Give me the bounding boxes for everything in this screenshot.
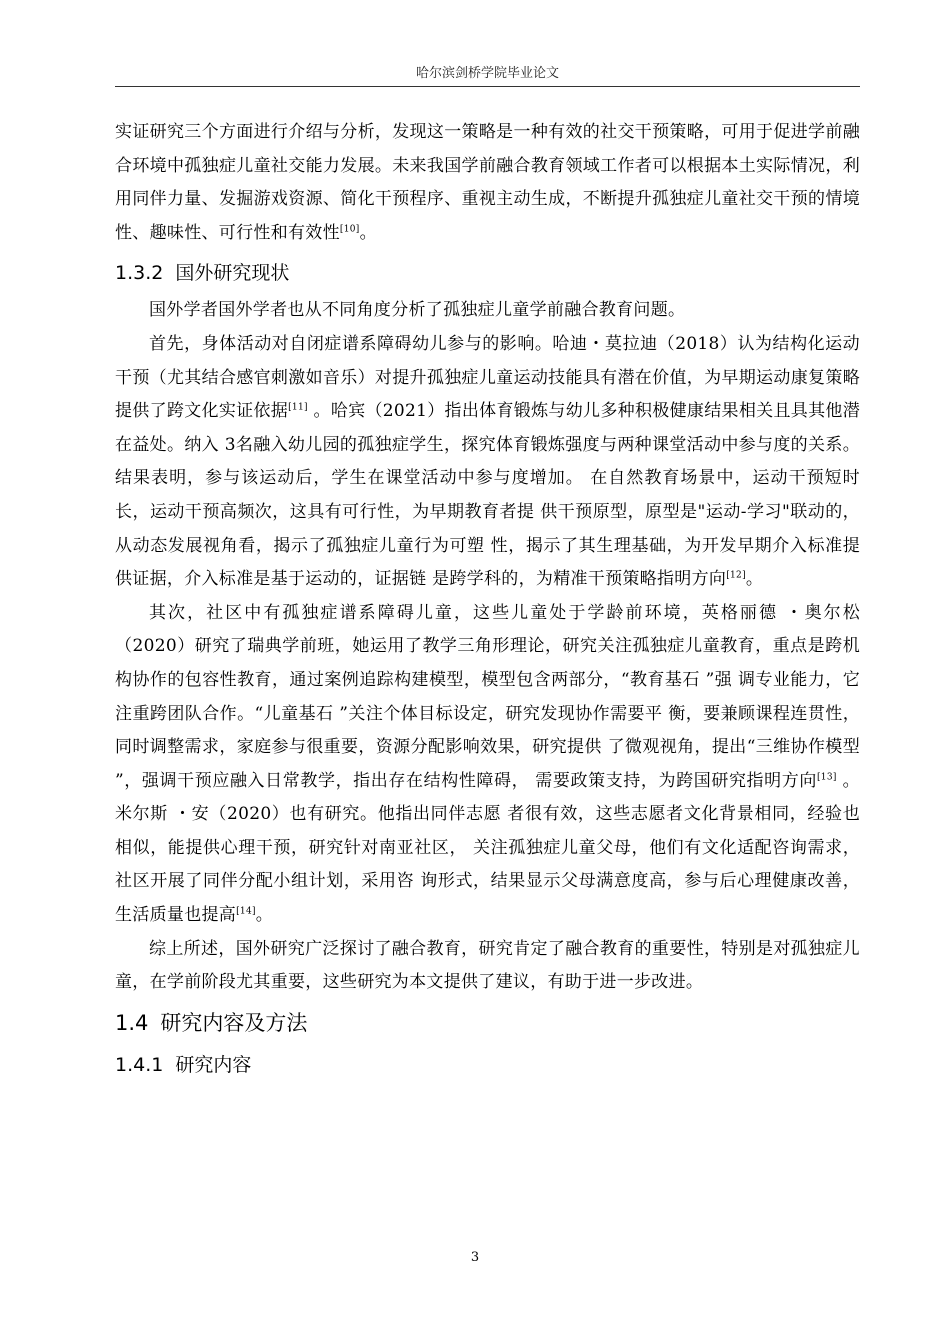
paragraph-text: 其次，社区中有孤独症谱系障碍儿童，这些儿童处于学龄前环境，英格丽德 ・奥尔松（2020）研究了瑞典学前班，她运用了教学三角形理论，研究关注孤独症儿童教育，重点是跨机构协作的包容性教育，通过案例追踪构建模型，模型包含两部分，“教育基石 ”强 调专业能力，它注重跨团队合作。“儿童基石 ”关注个体目标设定，研究发现协作需要平 衡，要兼顾课程连贯性，同时调整需求，家庭参与很重要，资源分配影响效果，研究提供 了微观视角，提出“三维协作模型 ”，强调干预应融入日常教学，指出存在结构性障碍， 需要政策支持，为跨国研究指明方向 — [115, 602, 860, 791]
citation-ref: [14] — [236, 906, 256, 917]
section-number: 1.3.2 — [115, 262, 164, 285]
paragraph-text: 。 — [359, 222, 377, 243]
body-paragraph — [115, 328, 860, 597]
paragraph-text: 。 — [255, 905, 274, 926]
paragraph-text: 国外学者国外学者也从不同角度分析了孤独症儿童学前融合教育问题。 — [149, 300, 686, 321]
paragraph-text: 。米尔斯 ・安（2020）也有研究。他指出同伴志愿 者很有效，这些志愿者文化背景相同，经验也相似，能提供心理干预，研究针对南亚社区， 关注孤独症儿童父母，他们有文化适配咨询需求，社区开展了同伴分配小组计划，采用咨 询形式，结果显示父母满意度高，参与后心理健康改善，生活质量也提高 — [115, 770, 860, 926]
citation-ref: [12] — [726, 570, 746, 581]
paragraph-text: 。哈宾（2021）指出体育锻炼与幼儿多种积极健康结果相关且具其他潜在益处。纳入 3名融入幼儿园的孤独症学生，探究体育锻炼强度与两种课堂活动中参与度的关系。结果表明，参与该运动后，学生在课堂活动中参与度增加。 在自然教育场景中，运动干预短时长，运动干预高频次，这具有可行性，为早期教育者提 供干预原型，原型是"运动-学习"联动的，从动态发展视角看，揭示了孤独症儿童行为可塑 性，揭示了其生理基础，为开发早期介入标准提供证据，介入标准是基于运动的，证据链 是跨学科的，为精准干预策略指明方向 — [115, 401, 860, 590]
section-heading — [115, 1006, 860, 1040]
subsection-heading — [115, 1050, 860, 1080]
body-paragraph — [115, 933, 860, 1000]
section-title: 研究内容及方法 — [160, 1010, 308, 1035]
section-title: 研究内容 — [175, 1053, 252, 1076]
citation-ref: [11] — [288, 402, 308, 413]
document-body — [115, 116, 860, 1080]
header-divider — [115, 86, 860, 87]
body-paragraph — [115, 597, 860, 933]
paragraph-text: 综上所述，国外研究广泛探讨了融合教育，研究肯定了融合教育的重要性，特别是对孤独症儿童，在学前阶段尤其重要，这些研究为本文提供了建议，有助于进一步改进。 — [115, 938, 860, 993]
page-header: 哈尔滨剑桥学院毕业论文 — [415, 66, 559, 81]
section-heading — [115, 258, 860, 288]
paragraph-text: 。 — [745, 569, 764, 590]
paragraph-text: 实证研究三个方面进行介绍与分析，发现这一策略是一种有效的社交干预策略，可用于促进学前融合环境中孤独症儿童社交能力发展。未来我国学前融合教育领域工作者可以根据本土实际情况，利用同伴力量、发掘游戏资源、简化干预程序、重视主动生成，不断提升孤独症儿童社交干预的情境性、趣味性、可行性和有效性 — [115, 122, 860, 243]
page-number: 3 — [470, 1250, 480, 1265]
section-title: 国外研究现状 — [175, 262, 290, 285]
section-number: 1.4 — [115, 1010, 149, 1035]
body-paragraph — [115, 294, 860, 328]
paragraph-text: 首先，身体活动对自闭症谱系障碍幼儿参与的影响。哈迪・莫拉迪（2018）认为结构化运动干预（尤其结合感官刺激如音乐）对提升孤独症儿童运动技能具有潜在价值，为早期运动康复策略提供了跨文化实证依据 — [115, 333, 860, 422]
body-paragraph — [115, 116, 860, 250]
citation-ref: [10] — [339, 224, 360, 235]
section-number: 1.4.1 — [115, 1053, 164, 1076]
citation-ref: [13] — [816, 772, 837, 783]
